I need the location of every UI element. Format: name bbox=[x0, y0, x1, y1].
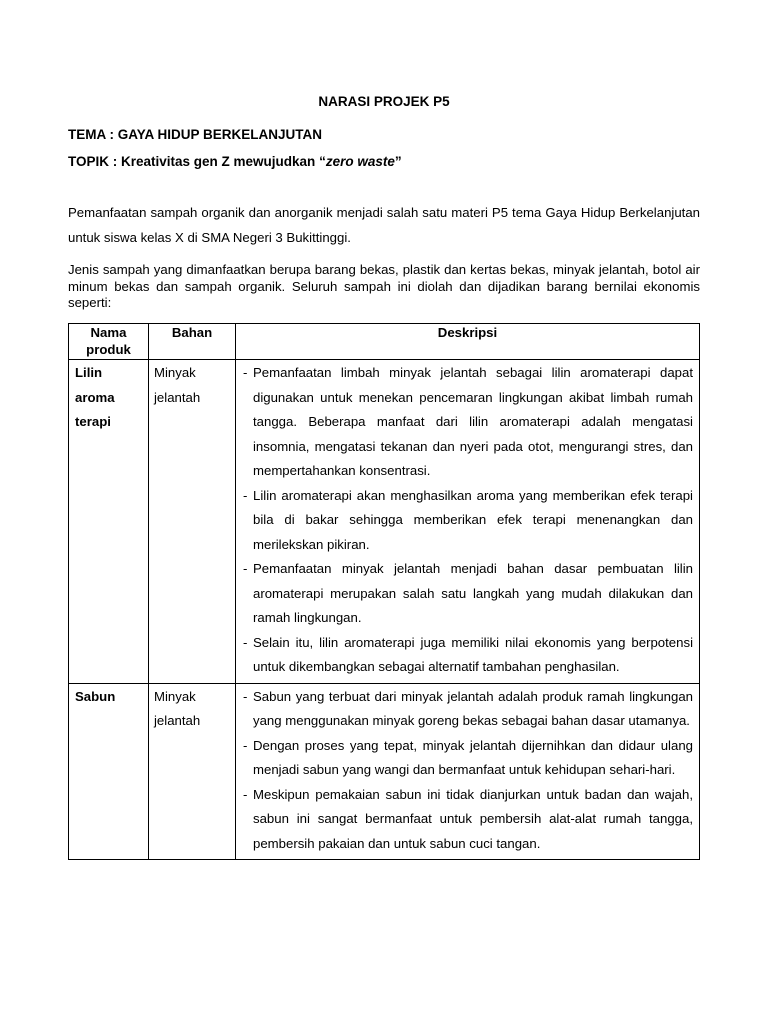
topik-italic: zero waste bbox=[325, 154, 395, 169]
product-name-line: Lilin bbox=[75, 365, 103, 380]
product-name-line: terapi bbox=[75, 414, 111, 429]
description-list bbox=[242, 361, 693, 680]
table-row bbox=[69, 360, 700, 684]
document-title: NARASI PROJEK P5 bbox=[318, 94, 450, 109]
header-nama-produk bbox=[69, 324, 149, 360]
intro-paragraph: Pemanfaatan sampah organik dan anorganik menjadi salah satu materi P5 tema Gaya Hidup Berkelanjutan untuk siswa kelas X di SMA Negeri 3 Bukittinggi. bbox=[68, 205, 700, 245]
header-deskripsi: Deskripsi bbox=[236, 324, 700, 360]
description-item: - Meskipun pemakaian sabun ini tidak dianjurkan untuk badan dan wajah, sabun ini sangat bermanfaat untuk pembersih alat-alat rumah tangga, pembersih pakaian dan untuk sabun cuci tangan. bbox=[242, 783, 693, 857]
topik-close-quote: ” bbox=[394, 154, 402, 169]
product-name-line: aroma bbox=[75, 389, 115, 405]
topik-heading bbox=[68, 154, 402, 169]
bahan-cell bbox=[149, 683, 236, 860]
description-item: - Pemanfaatan minyak jelantah menjadi bahan dasar pembuatan lilin aromaterapi merupakan salah satu langkah yang mudah dilakukan dan ramah lingkungan. bbox=[242, 557, 693, 631]
bahan-line: jelantah bbox=[154, 713, 201, 728]
description-list bbox=[242, 685, 693, 857]
description-item: - Dengan proses yang tepat, minyak jelantah dijernihkan dan didaur ulang menjadi sabun yang wangi dan bermanfaat untuk kehidupan sehari-hari. bbox=[242, 734, 693, 783]
product-name-line: Sabun bbox=[75, 688, 116, 704]
description-item: - Pemanfaatan limbah minyak jelantah sebagai lilin aromaterapi dapat digunakan untuk menekan pencemaran lingkungan akibat limbah rumah tangga. Beberapa manfaat dari lilin aromaterapi adalah mengatasi insomnia, mengatasi tekanan dan nyeri pada otot, mengurangi stres, dan mempertahankan konsentrasi. bbox=[242, 361, 693, 484]
bahan-line: jelantah bbox=[154, 389, 201, 405]
description-item: - Lilin aromaterapi akan menghasilkan aroma yang memberikan efek terapi bila di bakar sehingga memberikan efek terapi menenangkan dan merilekskan pikiran. bbox=[242, 484, 693, 558]
topik-prefix: TOPIK : Kreativitas gen Z mewujudkan bbox=[68, 154, 320, 169]
bahan-line: Minyak bbox=[154, 365, 196, 380]
topik-open-quote: “ bbox=[319, 154, 326, 169]
bahan-line: Minyak bbox=[154, 688, 196, 704]
description-cell bbox=[236, 683, 700, 860]
product-table bbox=[68, 323, 700, 860]
header-nama-line2: produk bbox=[86, 341, 131, 357]
product-name-cell bbox=[69, 360, 149, 684]
description-item: - Selain itu, lilin aromaterapi juga memiliki nilai ekonomis yang berpotensi untuk dikembangkan sebagai alternatif tambahan penghasilan. bbox=[242, 631, 693, 680]
description-cell bbox=[236, 360, 700, 684]
waste-types-paragraph: Jenis sampah yang dimanfaatkan berupa barang bekas, plastik dan kertas bekas, minyak jelantah, botol air minum bekas dan sampah organik. Seluruh sampah ini diolah dan dijadikan barang bernilai ekonomis seperti: bbox=[68, 262, 700, 310]
table-header-row bbox=[69, 324, 700, 360]
bahan-cell bbox=[149, 360, 236, 684]
header-bahan: Bahan bbox=[149, 324, 236, 360]
tema-heading: TEMA : GAYA HIDUP BERKELANJUTAN bbox=[68, 127, 323, 142]
description-item: - Sabun yang terbuat dari minyak jelantah adalah produk ramah lingkungan yang menggunakan minyak goreng bekas sebagai bahan dasar utamanya. bbox=[242, 685, 693, 734]
header-nama-line1: Nama bbox=[90, 325, 127, 340]
product-name-cell bbox=[69, 683, 149, 860]
table-row bbox=[69, 683, 700, 860]
